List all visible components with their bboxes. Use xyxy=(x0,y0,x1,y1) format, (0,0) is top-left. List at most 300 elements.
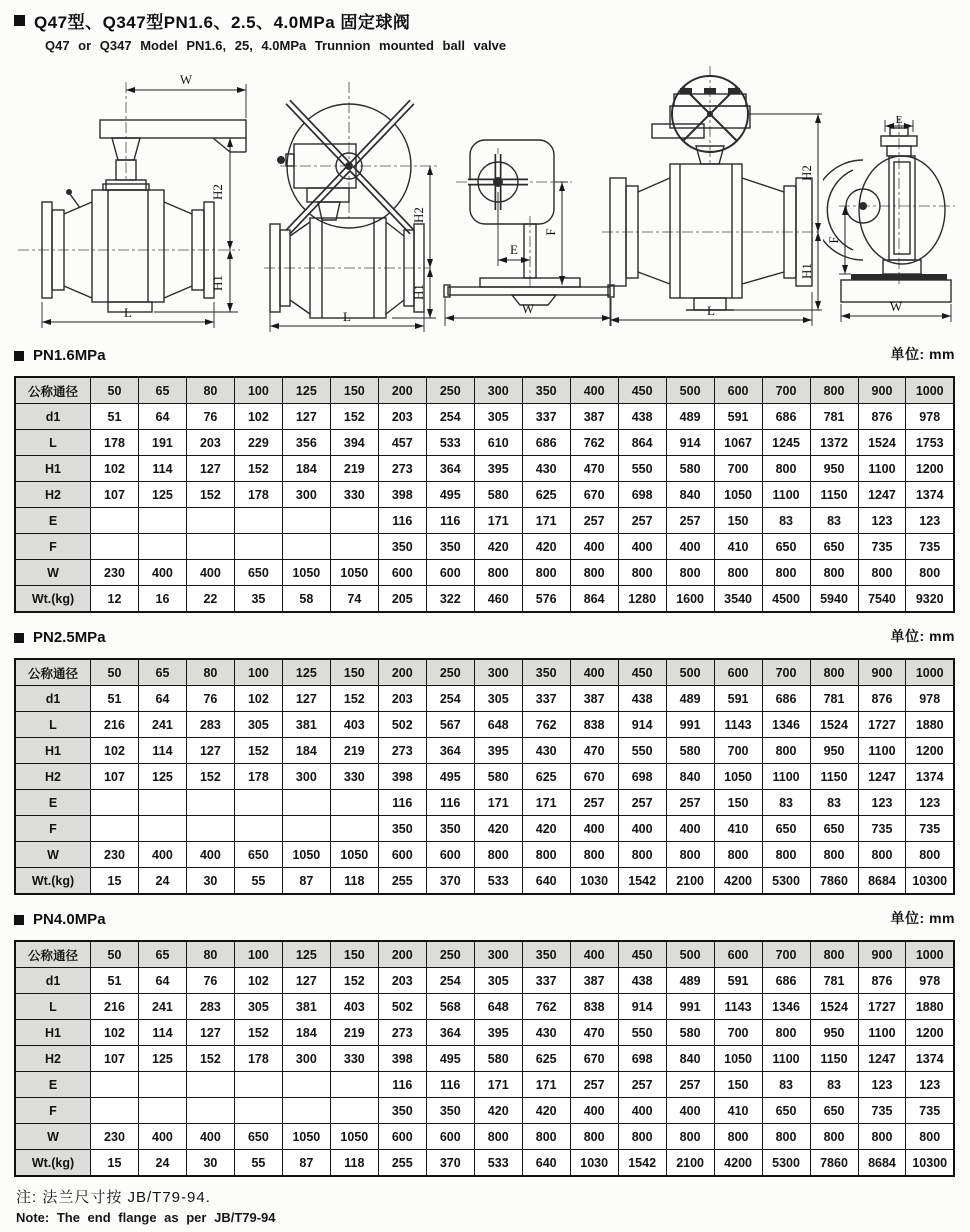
value-cell: 800 xyxy=(570,1124,618,1150)
value-cell xyxy=(91,1098,139,1124)
value-cell: 914 xyxy=(666,430,714,456)
value-cell: 800 xyxy=(906,560,954,586)
dim-row-F xyxy=(15,1098,954,1124)
value-cell: 184 xyxy=(282,738,330,764)
dim-row-E xyxy=(15,1072,954,1098)
value-cell xyxy=(138,1098,186,1124)
size-header-cell: 200 xyxy=(378,659,426,686)
value-cell: 116 xyxy=(378,1072,426,1098)
value-cell xyxy=(186,1098,234,1124)
value-cell: 370 xyxy=(426,1150,474,1177)
value-cell: 127 xyxy=(282,968,330,994)
value-cell: 15 xyxy=(91,868,139,895)
value-cell: 257 xyxy=(570,1072,618,1098)
value-cell: 305 xyxy=(474,404,522,430)
size-header-cell: 500 xyxy=(666,377,714,404)
section-title-label: PN4.0MPa xyxy=(33,911,106,928)
value-cell: 283 xyxy=(186,994,234,1020)
value-cell: 305 xyxy=(474,968,522,994)
drawing-handwheel-ball-valve xyxy=(252,60,442,335)
value-cell: 107 xyxy=(91,764,139,790)
page-title-en: Q47 or Q347 Model PN1.6, 25, 4.0MPa Trunnion mounted ball valve xyxy=(45,38,507,53)
size-header-cell: 800 xyxy=(810,377,858,404)
value-cell: 800 xyxy=(714,560,762,586)
value-cell: 400 xyxy=(570,816,618,842)
value-cell: 550 xyxy=(618,456,666,482)
size-header-row xyxy=(15,377,954,404)
value-cell: 800 xyxy=(522,560,570,586)
value-cell: 460 xyxy=(474,586,522,613)
value-cell: 395 xyxy=(474,738,522,764)
value-cell: 410 xyxy=(714,816,762,842)
value-cell: 580 xyxy=(474,482,522,508)
value-cell: 1067 xyxy=(714,430,762,456)
value-cell: 51 xyxy=(91,686,139,712)
value-cell: 1100 xyxy=(858,738,906,764)
value-cell: 1143 xyxy=(714,712,762,738)
value-cell: 410 xyxy=(714,534,762,560)
value-cell xyxy=(234,816,282,842)
value-cell: 800 xyxy=(714,1124,762,1150)
value-cell: 762 xyxy=(522,994,570,1020)
value-cell xyxy=(138,790,186,816)
value-cell: 800 xyxy=(858,842,906,868)
value-cell: 576 xyxy=(522,586,570,613)
value-cell: 650 xyxy=(234,1124,282,1150)
row-label-cell: L xyxy=(15,994,91,1020)
value-cell: 648 xyxy=(474,994,522,1020)
value-cell: 495 xyxy=(426,482,474,508)
value-cell: 254 xyxy=(426,686,474,712)
value-cell: 1050 xyxy=(282,842,330,868)
value-cell: 83 xyxy=(810,790,858,816)
value-cell: 30 xyxy=(186,1150,234,1177)
dim-row-H1 xyxy=(15,1020,954,1046)
value-cell: 257 xyxy=(666,790,714,816)
size-header-cell: 150 xyxy=(330,659,378,686)
value-cell: 495 xyxy=(426,1046,474,1072)
value-cell: 83 xyxy=(810,1072,858,1098)
section-title-label: PN2.5MPa xyxy=(33,629,106,646)
value-cell: 800 xyxy=(810,560,858,586)
value-cell: 580 xyxy=(666,456,714,482)
value-cell: 838 xyxy=(570,712,618,738)
value-cell: 337 xyxy=(522,404,570,430)
value-cell: 24 xyxy=(138,1150,186,1177)
value-cell: 533 xyxy=(426,430,474,456)
value-cell: 650 xyxy=(810,816,858,842)
value-cell: 55 xyxy=(234,868,282,895)
value-cell: 800 xyxy=(762,560,810,586)
value-cell: 7860 xyxy=(810,868,858,895)
value-cell: 1050 xyxy=(714,1046,762,1072)
value-cell: 800 xyxy=(714,842,762,868)
value-cell: 1100 xyxy=(858,1020,906,1046)
size-header-cell: 350 xyxy=(522,659,570,686)
value-cell: 1100 xyxy=(762,1046,810,1072)
dim-row-Wt.(kg) xyxy=(15,586,954,613)
value-cell: 241 xyxy=(138,712,186,738)
size-header-cell: 100 xyxy=(234,377,282,404)
value-cell: 735 xyxy=(906,816,954,842)
value-cell: 5300 xyxy=(762,868,810,895)
value-cell: 114 xyxy=(138,1020,186,1046)
value-cell: 300 xyxy=(282,1046,330,1072)
value-cell xyxy=(186,534,234,560)
size-header-cell: 65 xyxy=(138,659,186,686)
value-cell: 670 xyxy=(570,764,618,790)
value-cell: 10300 xyxy=(906,868,954,895)
value-cell: 300 xyxy=(282,764,330,790)
value-cell: 735 xyxy=(906,534,954,560)
size-header-cell: 125 xyxy=(282,941,330,968)
value-cell: 381 xyxy=(282,994,330,1020)
value-cell: 600 xyxy=(426,842,474,868)
size-header-cell: 80 xyxy=(186,377,234,404)
row-label-cell: F xyxy=(15,816,91,842)
value-cell: 430 xyxy=(522,1020,570,1046)
value-cell: 116 xyxy=(426,790,474,816)
value-cell: 350 xyxy=(426,534,474,560)
value-cell: 257 xyxy=(570,790,618,816)
value-cell: 116 xyxy=(378,790,426,816)
value-cell: 203 xyxy=(378,968,426,994)
value-cell xyxy=(234,1098,282,1124)
dim-label-f: F xyxy=(543,228,558,236)
size-header-cell: 125 xyxy=(282,377,330,404)
value-cell: 800 xyxy=(810,1124,858,1150)
value-cell: 800 xyxy=(858,560,906,586)
row-label-cell: H1 xyxy=(15,738,91,764)
value-cell: 123 xyxy=(858,790,906,816)
value-cell: 1200 xyxy=(906,1020,954,1046)
value-cell: 1346 xyxy=(762,712,810,738)
row-label-cell: d1 xyxy=(15,686,91,712)
value-cell: 420 xyxy=(522,816,570,842)
header-label-cell: 公称通径 xyxy=(15,941,91,968)
value-cell: 230 xyxy=(91,1124,139,1150)
value-cell: 1200 xyxy=(906,456,954,482)
value-cell: 257 xyxy=(618,1072,666,1098)
value-cell: 30 xyxy=(186,868,234,895)
value-cell: 420 xyxy=(522,534,570,560)
row-label-cell: F xyxy=(15,1098,91,1124)
unit-label: 单位: mm xyxy=(890,346,955,362)
value-cell: 273 xyxy=(378,738,426,764)
value-cell: 152 xyxy=(186,764,234,790)
value-cell: 800 xyxy=(762,1020,810,1046)
value-cell: 1245 xyxy=(762,430,810,456)
size-header-row xyxy=(15,659,954,686)
value-cell: 800 xyxy=(618,842,666,868)
value-cell: 350 xyxy=(378,1098,426,1124)
value-cell: 219 xyxy=(330,1020,378,1046)
section-title-pn40 xyxy=(14,911,106,928)
value-cell: 107 xyxy=(91,482,139,508)
value-cell xyxy=(91,508,139,534)
value-cell: 1050 xyxy=(330,842,378,868)
value-cell: 230 xyxy=(91,560,139,586)
value-cell: 305 xyxy=(234,994,282,1020)
value-cell: 387 xyxy=(570,968,618,994)
value-cell: 420 xyxy=(474,816,522,842)
size-header-cell: 900 xyxy=(858,941,906,968)
value-cell: 123 xyxy=(906,1072,954,1098)
size-header-cell: 350 xyxy=(522,941,570,968)
value-cell: 670 xyxy=(570,482,618,508)
value-cell: 364 xyxy=(426,1020,474,1046)
value-cell: 257 xyxy=(666,1072,714,1098)
value-cell: 1374 xyxy=(906,764,954,790)
value-cell: 2100 xyxy=(666,1150,714,1177)
value-cell: 1050 xyxy=(714,764,762,790)
value-cell xyxy=(138,816,186,842)
value-cell: 102 xyxy=(91,456,139,482)
value-cell: 1753 xyxy=(906,430,954,456)
dim-label-h2: H2 xyxy=(411,207,426,223)
size-header-cell: 500 xyxy=(666,659,714,686)
value-cell xyxy=(282,790,330,816)
value-cell: 387 xyxy=(570,404,618,430)
value-cell: 152 xyxy=(186,1046,234,1072)
value-cell: 9320 xyxy=(906,586,954,613)
value-cell: 51 xyxy=(91,404,139,430)
value-cell: 5940 xyxy=(810,586,858,613)
value-cell: 184 xyxy=(282,1020,330,1046)
row-label-cell: H2 xyxy=(15,764,91,790)
size-header-cell: 400 xyxy=(570,659,618,686)
value-cell: 257 xyxy=(666,508,714,534)
value-cell: 800 xyxy=(666,842,714,868)
value-cell: 580 xyxy=(474,1046,522,1072)
value-cell: 191 xyxy=(138,430,186,456)
value-cell: 550 xyxy=(618,738,666,764)
value-cell xyxy=(138,508,186,534)
value-cell: 800 xyxy=(906,1124,954,1150)
pn40-dimension-table xyxy=(14,940,955,1177)
value-cell: 171 xyxy=(522,1072,570,1098)
header-label-cell: 公称通径 xyxy=(15,377,91,404)
value-cell: 370 xyxy=(426,868,474,895)
size-header-cell: 50 xyxy=(91,941,139,968)
value-cell: 489 xyxy=(666,686,714,712)
value-cell xyxy=(234,508,282,534)
value-cell: 35 xyxy=(234,586,282,613)
value-cell: 330 xyxy=(330,482,378,508)
value-cell: 337 xyxy=(522,686,570,712)
value-cell: 55 xyxy=(234,1150,282,1177)
value-cell: 625 xyxy=(522,1046,570,1072)
value-cell: 781 xyxy=(810,968,858,994)
value-cell: 4200 xyxy=(714,868,762,895)
value-cell: 1600 xyxy=(666,586,714,613)
size-header-cell: 300 xyxy=(474,659,522,686)
value-cell: 364 xyxy=(426,456,474,482)
row-label-cell: H2 xyxy=(15,1046,91,1072)
value-cell: 83 xyxy=(762,508,810,534)
dim-label-h1: H1 xyxy=(210,275,225,291)
size-header-cell: 600 xyxy=(714,941,762,968)
value-cell: 686 xyxy=(762,686,810,712)
value-cell: 394 xyxy=(330,430,378,456)
value-cell: 203 xyxy=(378,404,426,430)
value-cell: 430 xyxy=(522,738,570,764)
value-cell: 403 xyxy=(330,994,378,1020)
row-label-cell: L xyxy=(15,430,91,456)
value-cell: 550 xyxy=(618,1020,666,1046)
value-cell: 230 xyxy=(91,842,139,868)
value-cell: 10300 xyxy=(906,1150,954,1177)
size-header-cell: 800 xyxy=(810,659,858,686)
value-cell: 102 xyxy=(91,1020,139,1046)
value-cell: 1150 xyxy=(810,764,858,790)
value-cell: 400 xyxy=(570,534,618,560)
value-cell: 978 xyxy=(906,404,954,430)
dim-row-H2 xyxy=(15,482,954,508)
value-cell: 876 xyxy=(858,686,906,712)
value-cell: 74 xyxy=(330,586,378,613)
value-cell: 470 xyxy=(570,1020,618,1046)
value-cell: 150 xyxy=(714,790,762,816)
value-cell: 241 xyxy=(138,994,186,1020)
value-cell: 735 xyxy=(858,1098,906,1124)
value-cell: 395 xyxy=(474,456,522,482)
value-cell: 7540 xyxy=(858,586,906,613)
value-cell: 364 xyxy=(426,738,474,764)
value-cell: 470 xyxy=(570,456,618,482)
size-header-cell: 500 xyxy=(666,941,714,968)
value-cell: 125 xyxy=(138,764,186,790)
value-cell: 800 xyxy=(474,560,522,586)
value-cell: 127 xyxy=(282,404,330,430)
value-cell: 273 xyxy=(378,1020,426,1046)
value-cell: 876 xyxy=(858,968,906,994)
value-cell: 7860 xyxy=(810,1150,858,1177)
value-cell: 8684 xyxy=(858,1150,906,1177)
pn25-dimension-table xyxy=(14,658,955,895)
value-cell: 495 xyxy=(426,764,474,790)
dim-row-F xyxy=(15,534,954,560)
square-bullet-icon xyxy=(14,15,25,26)
value-cell: 800 xyxy=(810,842,858,868)
value-cell: 1372 xyxy=(810,430,858,456)
value-cell: 591 xyxy=(714,686,762,712)
value-cell: 171 xyxy=(474,1072,522,1098)
value-cell: 533 xyxy=(474,868,522,895)
value-cell: 800 xyxy=(762,1124,810,1150)
unit-label: 单位: mm xyxy=(890,628,955,644)
size-header-cell: 1000 xyxy=(906,941,954,968)
size-header-cell: 450 xyxy=(618,941,666,968)
value-cell: 1727 xyxy=(858,994,906,1020)
value-cell: 650 xyxy=(810,1098,858,1124)
value-cell: 1050 xyxy=(330,1124,378,1150)
value-cell: 178 xyxy=(234,764,282,790)
row-label-cell: d1 xyxy=(15,404,91,430)
size-header-cell: 800 xyxy=(810,941,858,968)
value-cell: 400 xyxy=(666,816,714,842)
value-cell xyxy=(91,816,139,842)
size-header-cell: 1000 xyxy=(906,659,954,686)
value-cell: 330 xyxy=(330,764,378,790)
dim-row-Wt.(kg) xyxy=(15,1150,954,1177)
value-cell: 840 xyxy=(666,764,714,790)
value-cell: 205 xyxy=(378,586,426,613)
value-cell: 123 xyxy=(858,1072,906,1098)
value-cell: 300 xyxy=(282,482,330,508)
value-cell: 735 xyxy=(858,816,906,842)
value-cell: 229 xyxy=(234,430,282,456)
value-cell: 102 xyxy=(234,404,282,430)
value-cell xyxy=(282,1072,330,1098)
dim-row-Wt.(kg) xyxy=(15,868,954,895)
value-cell: 64 xyxy=(138,686,186,712)
value-cell: 1247 xyxy=(858,764,906,790)
value-cell: 438 xyxy=(618,968,666,994)
value-cell: 650 xyxy=(762,1098,810,1124)
value-cell: 150 xyxy=(714,1072,762,1098)
value-cell xyxy=(330,534,378,560)
value-cell: 1524 xyxy=(810,994,858,1020)
value-cell: 51 xyxy=(91,968,139,994)
size-header-cell: 400 xyxy=(570,941,618,968)
value-cell: 567 xyxy=(426,712,474,738)
dim-row-L xyxy=(15,994,954,1020)
value-cell: 283 xyxy=(186,712,234,738)
size-header-cell: 200 xyxy=(378,377,426,404)
value-cell: 152 xyxy=(234,1020,282,1046)
drawing-actuator-ball-valve xyxy=(598,60,825,332)
value-cell: 400 xyxy=(618,534,666,560)
value-cell: 273 xyxy=(378,456,426,482)
value-cell: 403 xyxy=(330,712,378,738)
section-header-pn25 xyxy=(14,626,955,646)
size-header-cell: 50 xyxy=(91,659,139,686)
value-cell: 800 xyxy=(618,1124,666,1150)
dim-row-d1 xyxy=(15,404,954,430)
value-cell: 781 xyxy=(810,404,858,430)
section-title-pn16 xyxy=(14,347,106,364)
value-cell xyxy=(186,816,234,842)
value-cell: 1880 xyxy=(906,712,954,738)
size-header-cell: 450 xyxy=(618,659,666,686)
dim-row-H2 xyxy=(15,1046,954,1072)
drawing-valve-end-view xyxy=(823,114,968,326)
value-cell: 640 xyxy=(522,1150,570,1177)
value-cell: 650 xyxy=(810,534,858,560)
value-cell: 735 xyxy=(858,534,906,560)
value-cell: 116 xyxy=(426,1072,474,1098)
value-cell xyxy=(91,790,139,816)
value-cell: 568 xyxy=(426,994,474,1020)
value-cell xyxy=(330,1098,378,1124)
dim-label-w: W xyxy=(521,301,535,316)
value-cell: 800 xyxy=(618,560,666,586)
value-cell: 350 xyxy=(426,816,474,842)
row-label-cell: d1 xyxy=(15,968,91,994)
value-cell: 178 xyxy=(91,430,139,456)
value-cell: 438 xyxy=(618,404,666,430)
value-cell: 400 xyxy=(618,816,666,842)
value-cell: 991 xyxy=(666,712,714,738)
value-cell: 648 xyxy=(474,712,522,738)
value-cell: 203 xyxy=(378,686,426,712)
dim-row-W xyxy=(15,560,954,586)
row-label-cell: H2 xyxy=(15,482,91,508)
value-cell: 502 xyxy=(378,994,426,1020)
value-cell: 152 xyxy=(330,968,378,994)
value-cell: 400 xyxy=(186,842,234,868)
